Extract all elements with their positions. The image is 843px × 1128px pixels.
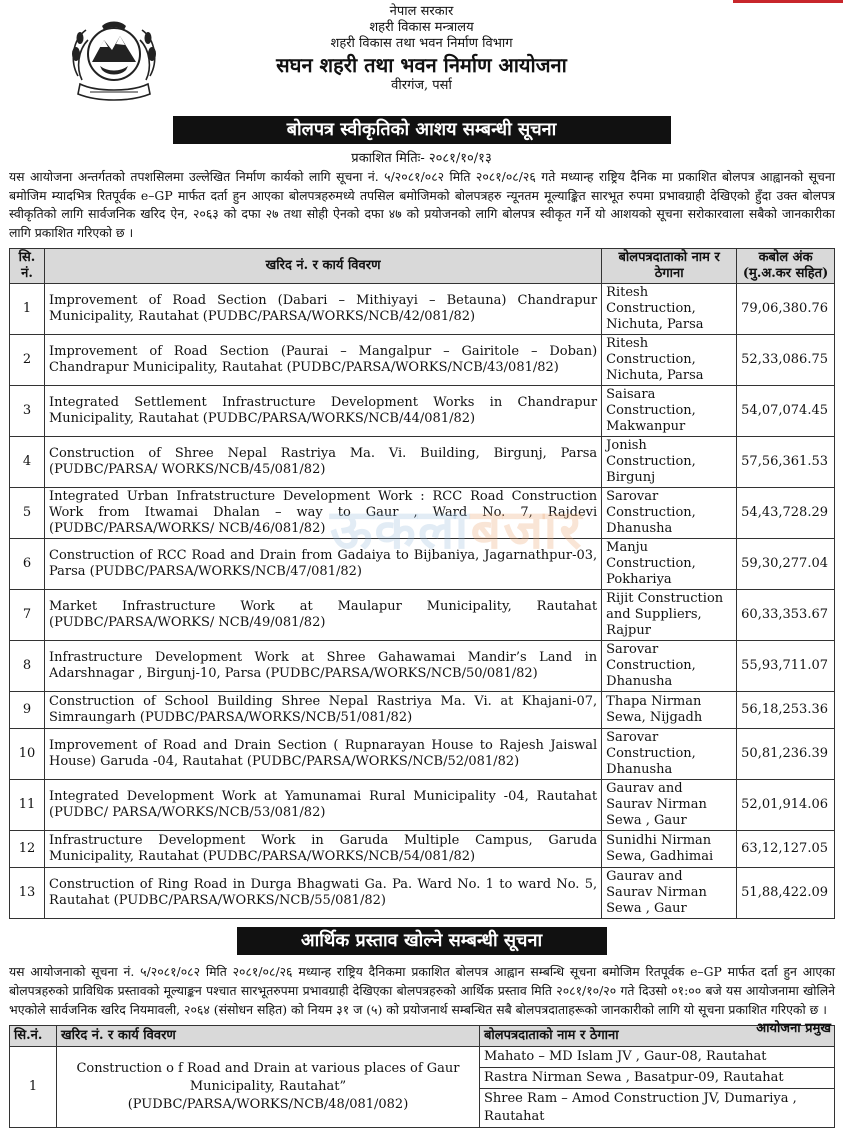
row-work: Construction o f Road and Drain at various places of Gaur Municipality, Rautahat” (PUDBC/PARSA/WORKS/NCB/48/081/082) <box>57 1047 480 1128</box>
row-bidder: Manju Construction, Pokhariya <box>602 539 737 590</box>
department-name: शहरी विकास तथा भवन निर्माण विभाग <box>330 36 513 51</box>
bidder-2: Rastra Nirman Sewa , Basatpur-09, Rautahat <box>480 1068 835 1089</box>
row-work: Improvement of Road and Drain Section ( Rupnarayan House to Rajesh Jaiswal House) Garuda -04, Rautahat (PUDBC/PARSA/WORKS/NCB/52/081/82) <box>45 729 602 780</box>
col-sn: सि. नं. <box>10 249 45 284</box>
row-bidder: Sarovar Construction, Dhanusha <box>602 488 737 539</box>
row-work: Construction of Ring Road in Durga Bhagwati Ga. Pa. Ward No. 1 to ward No. 5, Rautahat (PUDBC/PARSA/WORKS/NCB/55/081/82) <box>45 868 602 919</box>
row-sn: 12 <box>10 831 45 868</box>
award-table <box>9 248 835 919</box>
table-row <box>10 284 835 335</box>
row-amount: 79,06,380.76 <box>737 284 835 335</box>
row-bidder: Jonish Construction, Birgunj <box>602 437 737 488</box>
row-bidder: Ritesh Construction, Nichuta, Parsa <box>602 335 737 386</box>
table-row <box>10 641 835 692</box>
row-sn: 4 <box>10 437 45 488</box>
row-bidder: Sarovar Construction, Dhanusha <box>602 641 737 692</box>
table-row <box>10 692 835 729</box>
row-work: Construction of RCC Road and Drain from Gadaiya to Bijbaniya, Jagarnathpur-03, Parsa (PUDBC/PARSA/WORKS/NCB/47/081/82) <box>45 539 602 590</box>
row-bidder: Ritesh Construction, Nichuta, Parsa <box>602 284 737 335</box>
row-work: Improvement of Road Section (Paurai – Mangalpur – Gairitole – Doban) Chandrapur Municipality, Rautahat (PUDBC/PARSA/WORKS/NCB/43/081/82) <box>45 335 602 386</box>
row-work: Integrated Settlement Infrastructure Development Works in Chandrapur Municipality, Rautahat (PUDBC/PARSA/WORKS/NCB/44/081/82) <box>45 386 602 437</box>
row-work: Construction of School Building Shree Nepal Rastriya Ma. Vi. at Khajani-07, Simraungarh (PUDBC/PARSA/WORKS/NCB/51/081/82) <box>45 692 602 729</box>
row-bidder: Thapa Nirman Sewa, Nijgadh <box>602 692 737 729</box>
project-title: सघन शहरी तथा भवन निर्माण आयोजना <box>276 53 567 77</box>
table-row <box>10 780 835 831</box>
row-work: Improvement of Road Section (Dabari – Mithiyayi – Betauna) Chandrapur Municipality, Rautahat (PUDBC/PARSA/WORKS/NCB/42/081/82) <box>45 284 602 335</box>
row-sn: 3 <box>10 386 45 437</box>
row-work: Construction of Shree Nepal Rastriya Ma. Vi. Building, Birgunj, Parsa (PUDBC/PARSA/ WORKS/NCB/45/081/82) <box>45 437 602 488</box>
row-bidder: Sarovar Construction, Dhanusha <box>602 729 737 780</box>
row-work: Infrastructure Development Work in Garuda Multiple Campus, Garuda Municipality, Rautahat (PUDBC/PARSA/WORKS/NCB/54/081/82) <box>45 831 602 868</box>
row-amount: 54,43,728.29 <box>737 488 835 539</box>
published-date: प्रकाशित मितिः- २०८१/१०/१३ <box>351 151 492 166</box>
table-row <box>10 868 835 919</box>
row-amount: 59,30,277.04 <box>737 539 835 590</box>
row-amount: 50,81,236.39 <box>737 729 835 780</box>
notice1-body: यस आयोजना अन्तर्गतको तपशसिलमा उल्लेखित निर्माण कार्यको लागि सूचना नं. ५/२०८१/०८२ मिति २०८१/०८/२६ गते मध्यान्ह राष्ट्रिय दैनिक मा प्रकाशित बोलपत्र आह्वानको सूचना बमोजिम म्यादभित्र रितपूर्वक e–GP मार्फत दर्ता हुन आएका बोलपत्रहरुमध्ये तपसिल बमोजिमको बोलपत्रहरु न्यूनतम मूल्याङ्कित सारभूत रुपमा प्रभावग्राही देखिएको हुँदा उक्त बोलपत्र स्वीकृतिको लागि सार्वजनिक खरिद ऐन, २०६३ को दफा २७ तथा सोही ऐनको दफा ४७ को प्रयोजनको लागि बोलपत्र स्वीकृत गर्ने यो आशयको सूचना सरोकारवाला सबैको जानकारीका लागि प्रकाशित गरिएको छ । <box>9 169 835 240</box>
row-sn: 13 <box>10 868 45 919</box>
nepal-government-emblem-icon <box>66 14 162 104</box>
page-header <box>0 0 843 112</box>
row-sn: 11 <box>10 780 45 831</box>
row-sn: 10 <box>10 729 45 780</box>
row-amount: 52,01,914.06 <box>737 780 835 831</box>
table-row <box>10 831 835 868</box>
row-work: Infrastructure Development Work at Shree Gahawamai Mandir’s Land in Adarshnagar , Birgunj-10, Parsa (PUDBC/PARSA/WORKS/NCB/50/081/82) <box>45 641 602 692</box>
project-location: वीरगंज, पर्सा <box>391 78 452 93</box>
row-bidder: Sunidhi Nirman Sewa, Gadhimai <box>602 831 737 868</box>
row-amount: 56,18,253.36 <box>737 692 835 729</box>
row-amount: 54,07,074.45 <box>737 386 835 437</box>
row-work: Integrated Development Work at Yamunamai Rural Municipality -04, Rautahat (PUDBC/ PARSA/WORKS/NCB/53/081/82) <box>45 780 602 831</box>
award-table-body <box>10 284 835 919</box>
row-bidder: Rijit Construction and Suppliers, Rajpur <box>602 590 737 641</box>
row-amount: 52,33,086.75 <box>737 335 835 386</box>
signature: आयोजना प्रमुख <box>756 1021 831 1036</box>
row-sn: 8 <box>10 641 45 692</box>
table-row <box>10 335 835 386</box>
table-row <box>10 1047 835 1068</box>
row-sn: 1 <box>10 1047 57 1128</box>
bidder-3: Shree Ram – Amod Construction JV, Dumariya , Rautahat <box>480 1089 835 1128</box>
watermark-part1: ऊकला <box>330 498 471 561</box>
col-work: खरिद नं. र कार्य विवरण <box>45 249 602 284</box>
notice2-body: यस आयोजनाको सूचना नं. ५/२०८१/०८२ मिति २०८१/०८/२६ मध्यान्ह राष्ट्रिय दैनिकमा प्रकाशित बोलपत्र आह्वान सम्बन्धि सूचना बमोजिम रितपूर्वक e–GP मार्फत दर्ता हुन आएका बोलपत्रहरुको प्राविधिक प्रस्तावको मूल्याङ्कन पश्चात सारभूतरुपमा प्रभावग्राही देखिएका बोलपत्रहरुको आर्थिक प्रस्ताव मिति २०८१/१०/२० गते दिउसो ०१:०० बजे यस आयोजनामा खोलिने भएकोले सार्वजनिक खरिद नियमावली, २०६४ (संसोधन सहित) को नियम ३१ ज (५) को प्रयोजनार्थ सम्बन्धित सबै बोलपत्रदाताहरूको जानकारीको लागि यो सूचना प्रकाशित गरिएको छ । <box>9 964 835 1017</box>
row-sn: 6 <box>10 539 45 590</box>
row-amount: 57,56,361.53 <box>737 437 835 488</box>
table-row <box>10 590 835 641</box>
table-row <box>10 386 835 437</box>
col-amount: कबोल अंक (मु.अ.कर सहित) <box>737 249 835 284</box>
row-bidder: Gaurav and Saurav Nirman Sewa , Gaur <box>602 780 737 831</box>
row-bidder: Gaurav and Saurav Nirman Sewa , Gaur <box>602 868 737 919</box>
row-work: Integrated Urban Infratstructure Development Work : RCC Road Construction Work from Itwamai Dhalan – way to Gaur , Ward No. 7, Rajdevi (PUDBC/PARSA/WORKS/ NCB/46/081/82) <box>45 488 602 539</box>
govt-name: नेपाल सरकार <box>389 4 454 19</box>
row-amount: 51,88,422.09 <box>737 868 835 919</box>
row-sn: 1 <box>10 284 45 335</box>
col2-work: खरिद नं. र कार्य विवरण <box>57 1026 480 1047</box>
watermark-part2: बजार <box>470 498 584 561</box>
table-row <box>10 437 835 488</box>
col-bidder: बोलपत्रदाताको नाम र ठेगाना <box>602 249 737 284</box>
row-work: Market Infrastructure Work at Maulapur Municipality, Rautahat (PUDBC/PARSA/WORKS/ NCB/49/081/82) <box>45 590 602 641</box>
row-sn: 9 <box>10 692 45 729</box>
ministry-name: शहरी विकास मन्त्रालय <box>369 20 474 35</box>
table-row <box>10 539 835 590</box>
row-amount: 60,33,353.67 <box>737 590 835 641</box>
bidder-1: Mahato – MD Islam JV , Gaur-08, Rautahat <box>480 1047 835 1068</box>
row-bidder: Saisara Construction, Makwanpur <box>602 386 737 437</box>
row-amount: 63,12,127.05 <box>737 831 835 868</box>
row-sn: 5 <box>10 488 45 539</box>
table-row <box>10 729 835 780</box>
col2-sn: सि.नं. <box>10 1026 57 1047</box>
row-sn: 2 <box>10 335 45 386</box>
notice2-title: आर्थिक प्रस्ताव खोल्ने सम्बन्धी सूचना <box>237 927 607 955</box>
col2-bidder: बोलपत्रदाताको नाम र ठेगाना <box>480 1026 835 1047</box>
row-sn: 7 <box>10 590 45 641</box>
financial-opening-table <box>9 1025 835 1128</box>
notice1-title: बोलपत्र स्वीकृतिको आशय सम्बन्धी सूचना <box>173 116 671 144</box>
row-amount: 55,93,711.07 <box>737 641 835 692</box>
table-row <box>10 488 835 539</box>
